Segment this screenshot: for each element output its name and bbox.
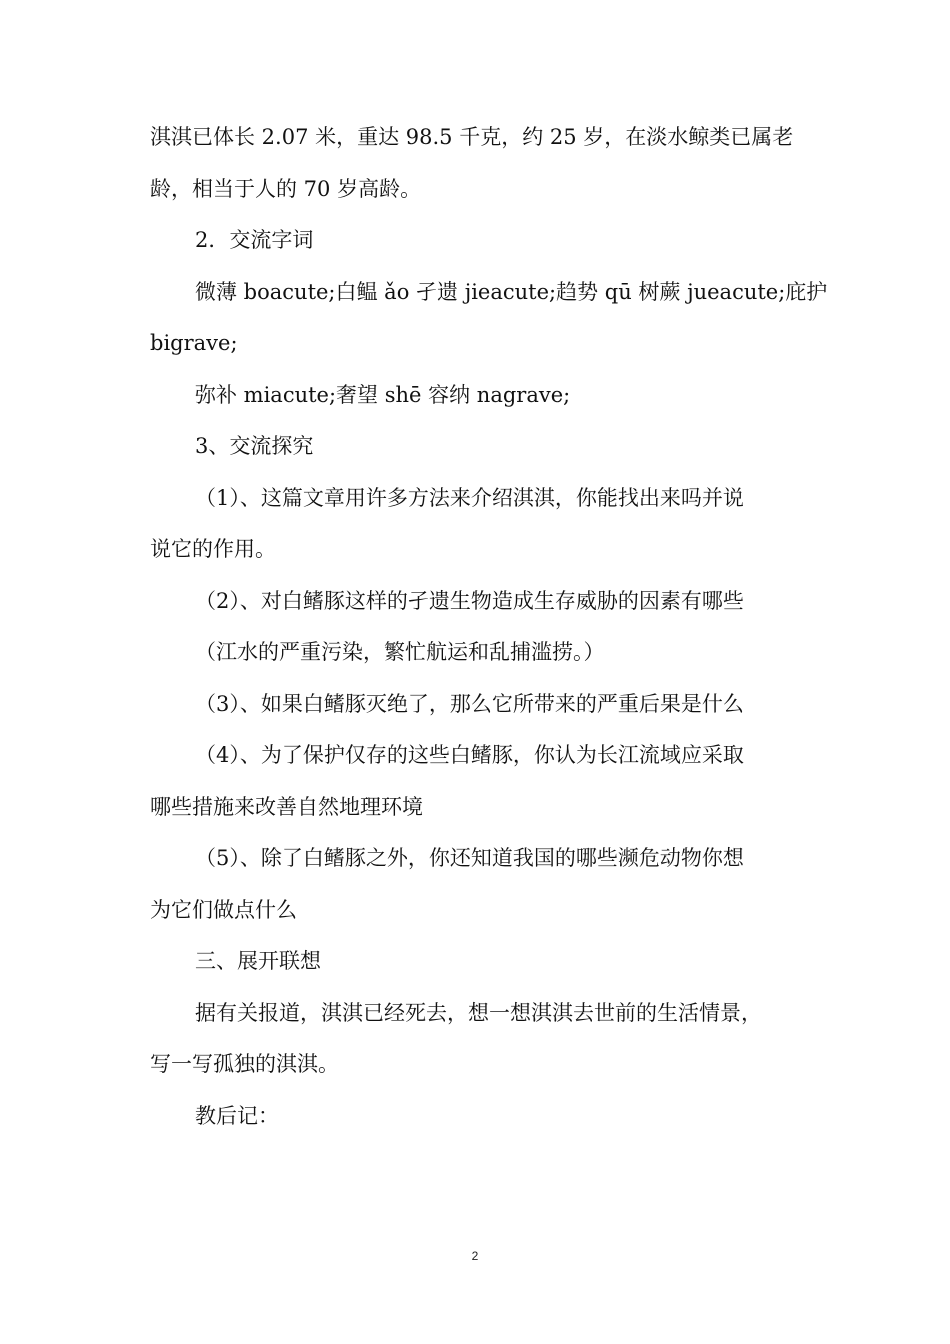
question-line: 哪些措施来改善自然地理环境 — [150, 794, 423, 819]
text-line: 微薄 boacute;白鳁 ǎo 孑遗 jieacute;趋势 qū 树蕨 jueacute;庇护 — [195, 279, 828, 304]
question-line: （2）、对白鳍豚这样的孑遗生物造成生存威胁的因素有哪些 — [195, 588, 744, 613]
text-line: 弥补 miacute;奢望 shē 容纳 nagrave; — [195, 382, 571, 407]
section-heading: 2．交流字词 — [195, 228, 314, 252]
page-number: 2 — [471, 1249, 479, 1263]
text-line: 淇淇已体长 2.07 米，重达 98.5 千克，约 25 岁，在淡水鲸类已属老 — [150, 125, 794, 149]
document-body — [150, 112, 828, 1142]
question-line: （5）、除了白鳍豚之外，你还知道我国的哪些濒危动物你想 — [195, 846, 744, 870]
question-line: 为它们做点什么 — [150, 897, 297, 922]
answer-line: （江水的严重污染，繁忙航运和乱捕滥捞。） — [195, 640, 605, 664]
section-heading: 三、展开联想 — [195, 949, 321, 973]
text-line: 写一写孤独的淇淇。 — [150, 1052, 339, 1076]
question-line: （4）、为了保护仅存的这些白鳍豚，你认为长江流域应采取 — [195, 743, 744, 767]
text-line: 据有关报道，淇淇已经死去，想一想淇淇去世前的生活情景， — [195, 1000, 762, 1025]
question-line: 说它的作用。 — [150, 537, 276, 561]
text-line: 龄，相当于人的 70 岁高龄。 — [150, 176, 422, 201]
section-heading: 3、交流探究 — [195, 434, 314, 458]
text-line: 教后记： — [195, 1103, 279, 1128]
question-line: （3）、如果白鳍豚灭绝了，那么它所带来的严重后果是什么 — [195, 691, 744, 716]
text-line: bigrave; — [150, 331, 238, 355]
question-line: （1）、这篇文章用许多方法来介绍淇淇，你能找出来吗并说 — [195, 485, 744, 510]
